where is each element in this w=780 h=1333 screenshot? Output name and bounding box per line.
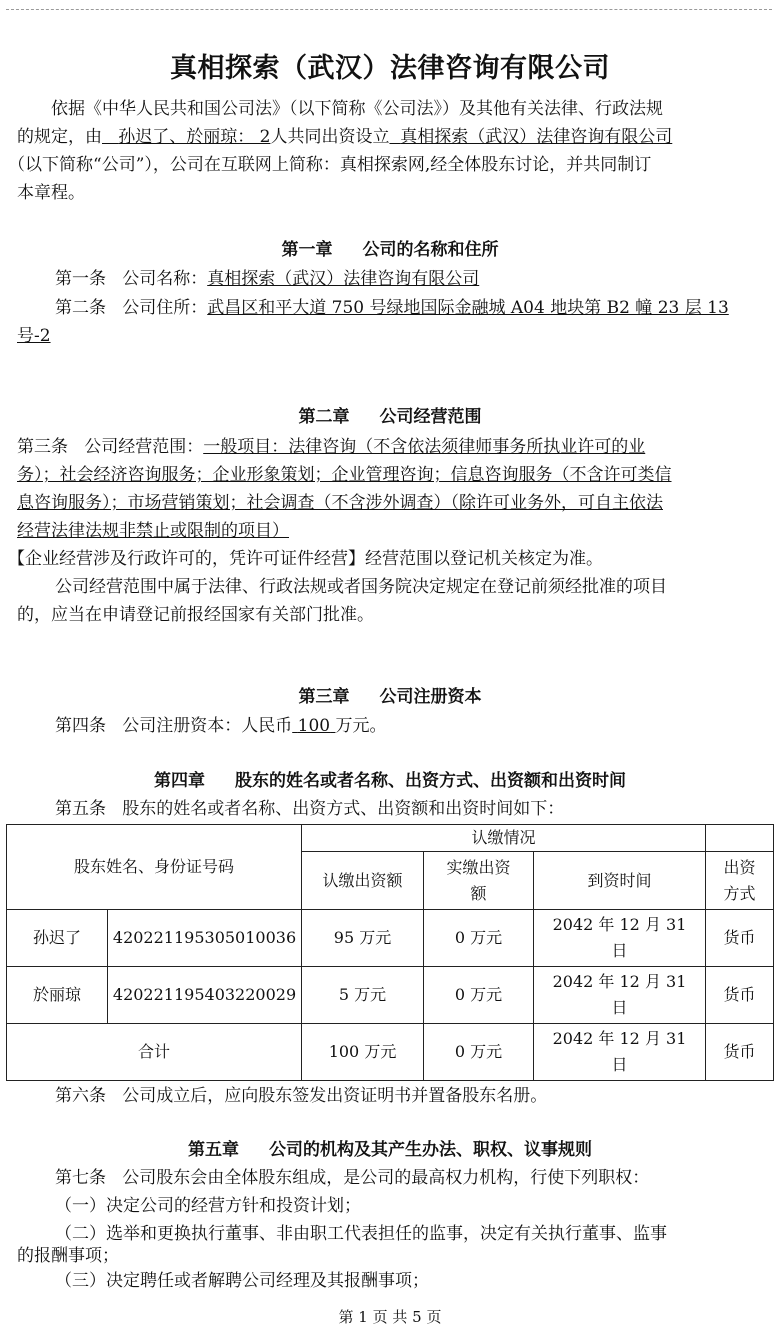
- table-total-row: [7, 1024, 774, 1081]
- shareholders-blank: 孙迟了、於丽琼： 2: [118, 127, 271, 147]
- article-2: 第二条 公司住所：武昌区和平大道 750 号绿地国际金融城 A04 地块第 B2 幢 23 层 13: [55, 298, 729, 318]
- article-1: 第一条 公司名称：真相探索（武汉）法律咨询有限公司: [55, 269, 480, 289]
- contribution-method: 货币: [706, 910, 774, 967]
- preamble-line-4: 本章程。: [17, 183, 85, 203]
- contribution-date: 2042 年 12 月 31 日: [534, 967, 706, 1024]
- header-blank: [706, 825, 774, 852]
- chapter-2-para-1: 公司经营范围中属于法律、行政法规或者国务院决定规定在登记前须经批准的项目: [55, 577, 667, 597]
- header-holder: 股东姓名、身份证号码: [7, 825, 302, 910]
- chapter-2-para-2: 的，应当在申请登记前报经国家有关部门批准。: [17, 605, 374, 625]
- total-paid: 0 万元: [424, 1024, 534, 1081]
- total-subscribed: 100 万元: [302, 1024, 424, 1081]
- total-date: 2042 年 12 月 31 日: [534, 1024, 706, 1081]
- chapter-1-heading: 第一章 公司的名称和住所: [281, 240, 499, 260]
- contribution-method: 货币: [706, 967, 774, 1024]
- table-row: [7, 967, 774, 1024]
- scope-line-3: 息咨询服务）；市场营销策划；社会调查（不含涉外调查）（除许可业务外，可自主依法: [17, 493, 663, 513]
- preamble-line-2: 的规定，由 孙迟了、於丽琼： 2人共同出资设立 真相探索（武汉）法律咨询有限公司: [17, 127, 673, 147]
- article-7-item-2: （二）选举和更换执行董事、非由职工代表担任的监事，决定有关执行董事、监事: [55, 1224, 667, 1244]
- contribution-date: 2042 年 12 月 31 日: [534, 910, 706, 967]
- scope-line-2: 务）；社会经济咨询服务；企业形象策划；企业管理咨询；信息咨询服务（不含许可类信: [17, 465, 672, 485]
- company-name-blank: 真相探索（武汉）法律咨询有限公司: [400, 127, 673, 147]
- table-header-row: [7, 825, 774, 852]
- article-5: 第五条 股东的姓名或者名称、出资方式、出资额和出资时间如下：: [55, 799, 565, 819]
- subscribed-amount: 5 万元: [302, 967, 424, 1024]
- scope-line-4: 经营法律法规非禁止或限制的项目）: [17, 521, 289, 541]
- holder-id: 420221195403220029: [108, 967, 302, 1024]
- chapter-3-heading: 第三章 公司注册资本: [298, 687, 482, 707]
- header-rule: [6, 9, 772, 10]
- header-subscription-group: 认缴情况: [302, 825, 706, 852]
- holder-id: 420221195305010036: [108, 910, 302, 967]
- article-6: 第六条 公司成立后，应向股东签发出资证明书并置备股东名册。: [55, 1086, 548, 1106]
- chapter-2-heading: 第二章 公司经营范围: [298, 407, 482, 427]
- article-7: 第七条 公司股东会由全体股东组成，是公司的最高权力机构，行使下列职权：: [55, 1168, 650, 1188]
- holder-name: 孙迟了: [7, 910, 108, 967]
- article-7-item-2-cont: 的报酬事项；: [17, 1246, 119, 1266]
- article-7-item-1: （一）决定公司的经营方针和投资计划；: [55, 1196, 361, 1216]
- paid-amount: 0 万元: [424, 910, 534, 967]
- article-3: 第三条 公司经营范围：一般项目：法律咨询（不含依法须律师事务所执业许可的业: [17, 437, 646, 457]
- article-2-cont: 号-2: [17, 326, 51, 346]
- preamble-line-1: 依据《中华人民共和国公司法》（以下简称《公司法》）及其他有关法律、行政法规: [51, 99, 663, 119]
- scope-note: 【企业经营涉及行政许可的，凭许可证件经营】经营范围以登记机关核定为准。: [8, 549, 603, 569]
- article-7-item-3: （三）决定聘任或者解聘公司经理及其报酬事项；: [55, 1271, 429, 1291]
- holder-name: 於丽琼: [7, 967, 108, 1024]
- header-method: 出资 方式: [706, 852, 774, 910]
- page-footer: 第 1 页 共 5 页: [338, 1308, 442, 1326]
- article-4: 第四条 公司注册资本：人民币 100 万元。: [55, 716, 387, 736]
- subscribed-amount: 95 万元: [302, 910, 424, 967]
- total-label: 合计: [7, 1024, 302, 1081]
- header-date: 到资时间: [534, 852, 706, 910]
- total-method: 货币: [706, 1024, 774, 1081]
- paid-amount: 0 万元: [424, 967, 534, 1024]
- preamble-line-3: （以下简称“公司”），公司在互联网上简称：真相探索网,经全体股东讨论，并共同制订: [8, 155, 652, 175]
- header-paid: 实缴出资 额: [424, 852, 534, 910]
- document-title: 真相探索（武汉）法律咨询有限公司: [170, 53, 610, 84]
- header-subscribed: 认缴出资额: [302, 852, 424, 910]
- chapter-4-heading: 第四章 股东的姓名或者名称、出资方式、出资额和出资时间: [154, 771, 626, 791]
- shareholder-table: [6, 824, 774, 1081]
- chapter-5-heading: 第五章 公司的机构及其产生办法、职权、议事规则: [188, 1140, 592, 1160]
- table-row: [7, 910, 774, 967]
